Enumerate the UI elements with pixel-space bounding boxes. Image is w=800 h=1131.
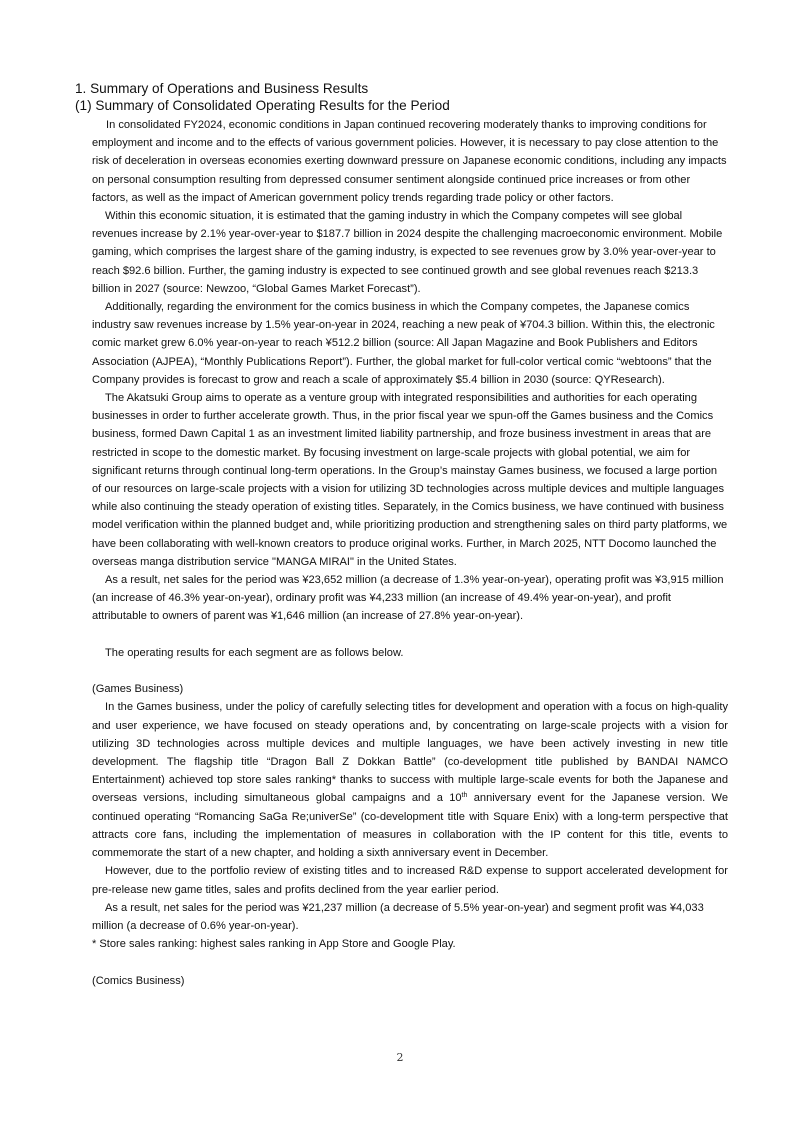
paragraph-consolidated-results: As a result, net sales for the period was ¥23,652 million (a decrease of 1.3% year-on-year), operating profit was ¥3,915 million (an increase of 46.3% year-on-year), ordinary profit was ¥4,233 million (an increase of 49.4% year-on-year), and profit attributable to owners of parent was ¥1,646 million (an increase of 27.8% year-on-year). <box>92 574 724 623</box>
paragraph-games-decline: However, due to the portfolio review of existing titles and to increased R&D expense to support accelerated development for pre-release new game titles, sales and profits declined from the year earlier period. <box>92 865 728 896</box>
spacer <box>92 662 728 680</box>
ordinal-suffix: th <box>461 792 468 800</box>
comics-business-heading: (Comics Business) <box>92 974 185 987</box>
games-overview-text-cont: anniversary event for the Japanese version. We continued operating “Romancing SaGa Re;univerSe” (co-development title with Square Enix) with a long-term perspective that attracts core fans, including the implementation of measures in collaboration with the IP content for this title, events to commemorate the start of a new chapter, and holding a sixth anniversary event in December. <box>92 792 728 860</box>
paragraph-gaming-industry: Within this economic situation, it is estimated that the gaming industry in which the Company competes will see global revenues increase by 2.1% year-over-year to $187.7 billion in 2024 despite the challenging macroeconomic environment. Mobile gaming, which comprises the largest share of the gaming industry, is expected to see revenues grow by 3.0% year-over-year to reach $92.6 billion. Further, the gaming industry is expected to see continued growth and see global revenues reach $213.3 billion in 2027 (source: Newzoo, “Global Games Market Forecast”). <box>92 210 723 295</box>
games-business-heading: (Games Business) <box>92 683 184 696</box>
page-number: 2 <box>396 1051 404 1064</box>
footnote-store-ranking: * Store sales ranking: highest sales ranking in App Store and Google Play. <box>92 938 456 951</box>
paragraph-segment-intro: The operating results for each segment are as follows below. <box>105 646 404 659</box>
section-heading: 1. Summary of Operations and Business Results <box>75 81 369 96</box>
paragraph-comics-industry: Additionally, regarding the environment for the comics business in which the Company competes, the Japanese comics industry saw revenues increase by 1.5% year-on-year in 2024, reaching a new peak of ¥704.3 billion. Within this, the electronic comic market grew 6.0% year-on-year to reach ¥512.2 billion (source: All Japan Magazine and Book Publishers and Editors Association (AJPEA), “Monthly Publications Report”). Further, the global market for full-color vertical comic “webtoons” that the Company provides is forecast to grow and reach a scale of approximately $5.4 billion in 2030 (source: QYResearch). <box>92 301 715 386</box>
paragraph-group-strategy: The Akatsuki Group aims to operate as a venture group with integrated responsibilities and authorities for each operating businesses in order to further accelerate growth. Thus, in the prior fiscal year we spun-off the Games business and the Comics business, formed Dawn Capital 1 as an investment limited liability partnership, and froze business investment in areas that are restricted in scope to the domestic market. By focusing investment on large-scale projects with global potential, we aim for significant returns through continual long-term operations. In the Group’s mainstay Games business, we focused a large portion of our resources on large-scale projects with a vision for utilizing 3D technologies across multiple devices and multiple languages while also continuing the steady operation of existing titles. Separately, in the Comics business, we have continued with business model verification within the planned budget and, while prioritizing production and strengthening sales on third party platforms, we have been collaborating with well-known creators to produce original works. Further, in March 2025, NTT Docomo launched the overseas manga distribution service "MANGA MIRAI" in the United States. <box>92 392 728 568</box>
paragraph-economy: In consolidated FY2024, economic conditions in Japan continued recovering moderately thanks to improving conditions for employment and income and to the effects of various government policies. However, it is necessary to pay close attention to the risk of deceleration in overseas economies exerting downward pressure on Japanese economic conditions, including any impacts on personal consumption resulting from depressed consumer sentiment alongside continued price increases or from other factors, as well as the impact of American government policy trends regarding trade policy or other factors. <box>92 119 727 204</box>
spacer <box>92 953 728 971</box>
document-body <box>92 116 728 990</box>
paragraph-games-results: As a result, net sales for the period was ¥21,237 million (a decrease of 5.5% year-on-year) and segment profit was ¥4,033 million (a decrease of 0.6% year-on-year). <box>92 901 704 932</box>
games-overview-text: In the Games business, under the policy of carefully selecting titles for development and operation with a focus on high-quality and user experience, we have focused on steady operations and, by concentrating on large-scale projects with a vision for utilizing 3D technologies across multiple devices and multiple languages, we have been actively investing in new title development. The flagship title “Dragon Ball Z Dokkan Battle” (co-development title published by BANDAI NAMCO Entertainment) achieved top store sales ranking* thanks to success with multiple large-scale events for both the Japanese and overseas versions, including simultaneous global campaigns and a 10 <box>92 701 728 805</box>
paragraph-games-overview <box>92 698 728 862</box>
spacer <box>92 626 728 644</box>
subsection-heading: (1) Summary of Consolidated Operating Results for the Period <box>75 98 450 113</box>
